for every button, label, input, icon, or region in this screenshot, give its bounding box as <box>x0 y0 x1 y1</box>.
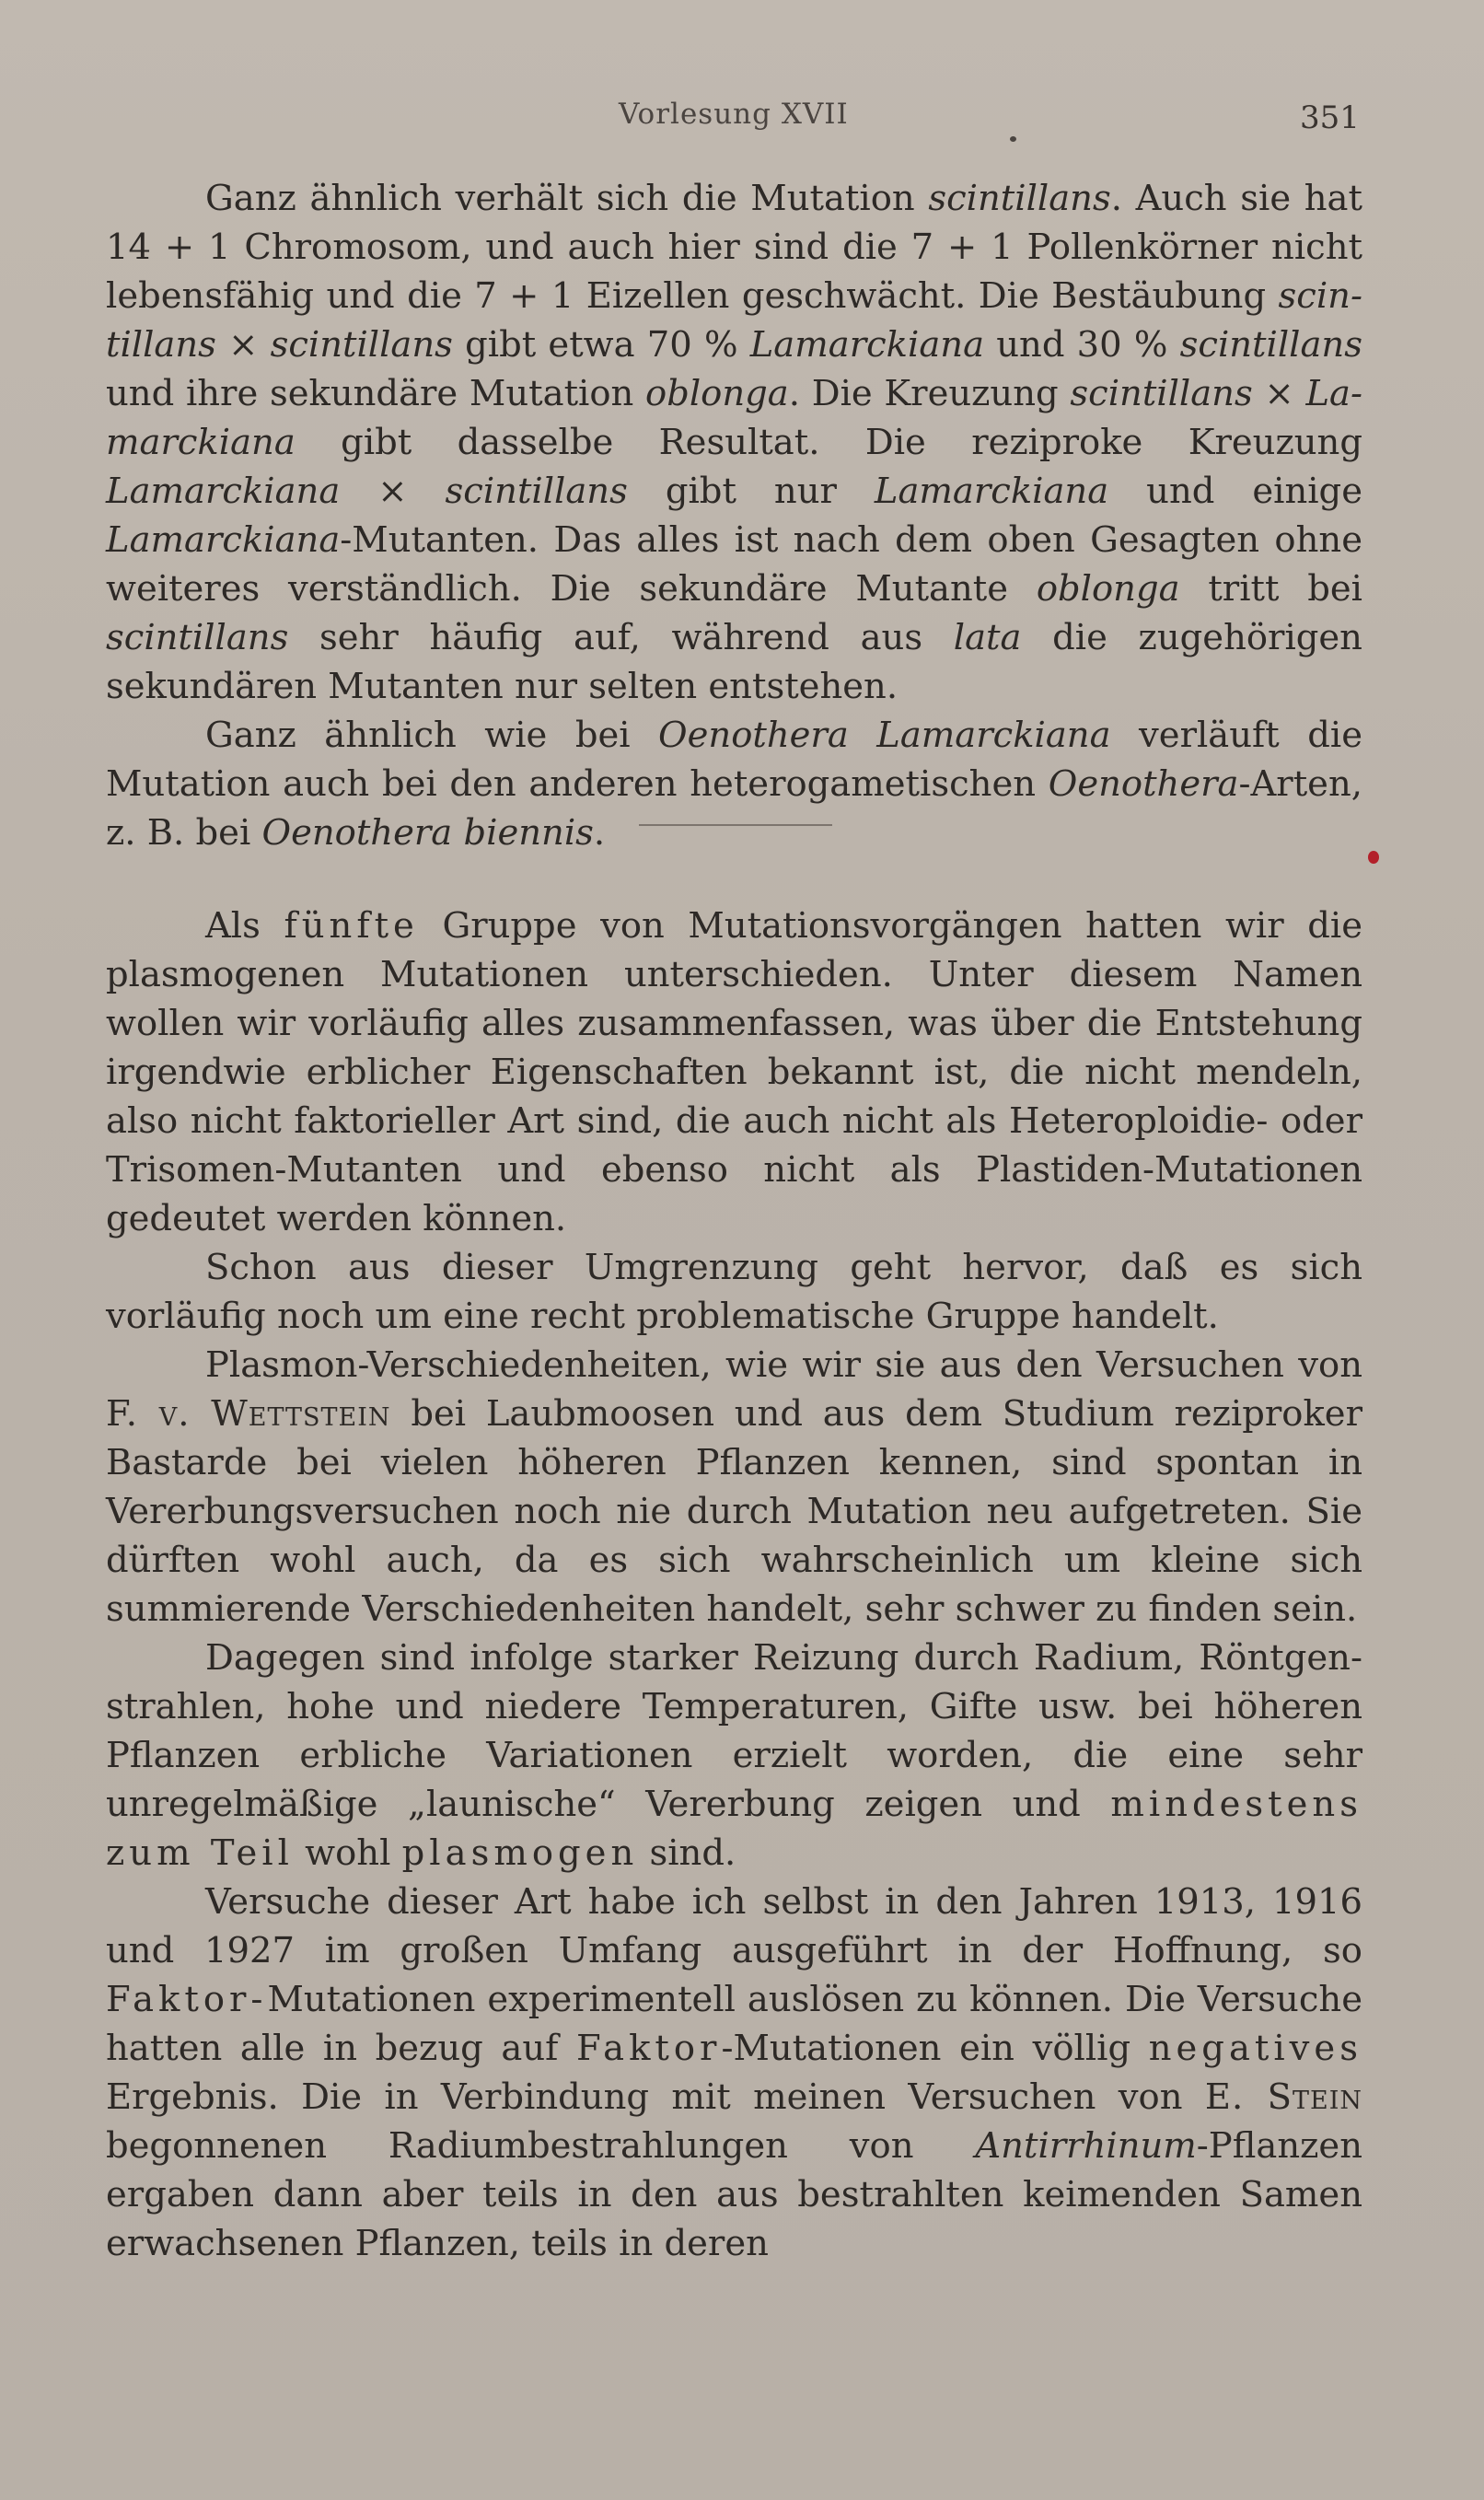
text-run: sehr häufig auf, während aus <box>288 617 954 658</box>
text-run: die zugehörigen sekundären Mutanten nur selten entstehen. <box>106 617 1362 707</box>
text-run: . <box>593 812 606 854</box>
text-run: gibt nur <box>627 471 875 512</box>
species-name: Oenothera <box>1048 763 1239 805</box>
text-run: verläuft die Mutation auch bei den anderen heterogametischen <box>106 715 1362 805</box>
ink-speck <box>1010 136 1016 142</box>
text-run: und einige <box>1108 471 1362 512</box>
text-run: -Mutationen ein völlig <box>721 2028 1149 2069</box>
page-number: 351 <box>1300 99 1360 136</box>
species-name: scintillans <box>270 324 453 366</box>
spaced-emphasis: Faktor- <box>106 1979 268 2020</box>
text-run: sind. <box>638 1832 736 1874</box>
paragraph: Schon aus dieser Umgrenzung geht hervor, daß es sich vorläufig noch um eine recht problematische Gruppe handelt. <box>106 1247 1362 1337</box>
paragraph <box>106 901 1362 1243</box>
text-run: . Auch sie hat 14 + 1 Chromosom, und auch hier sind die 7 + 1 Pollenkörner nicht lebensfähig und die 7 + 1 Eizellen geschwächt. Die Bestäubung <box>106 178 1362 317</box>
text-section-plasmogenic-mutations <box>106 901 1362 2268</box>
paragraph <box>106 711 1362 857</box>
text-run: gibt etwa 70 % <box>452 324 750 366</box>
text-run: Plasmon-Verschiedenheiten, wie wir sie aus den Versuchen von <box>205 1344 1362 1386</box>
section-divider <box>639 824 832 826</box>
species-name: scintillans <box>106 275 1362 366</box>
text-run: . Die Kreuzung <box>788 373 1071 414</box>
text-run: × <box>340 471 446 512</box>
species-name: Lamarckiana <box>106 519 341 561</box>
spaced-emphasis: Faktor <box>576 2028 722 2069</box>
species-name: Lamarckiana <box>749 324 985 366</box>
species-name: Lamarckiana <box>874 471 1109 512</box>
text-run: Mutationen experimentell auslösen zu können. Die Versuche hatten alle in bezug auf <box>106 1979 1362 2069</box>
page-header <box>0 92 1484 138</box>
spaced-emphasis: mindestens zum Teil <box>106 1784 1362 1874</box>
text-run: Ergebnis. Die in Verbindung mit meinen Versuchen von <box>106 2076 1205 2118</box>
species-name: scintillans <box>106 617 289 658</box>
text-run: Als <box>205 905 284 947</box>
spaced-emphasis: negatives <box>1148 2028 1362 2069</box>
text-run: Ganz ähnlich wie bei <box>205 715 659 756</box>
text-run: -Arten, z. B. bei <box>106 763 1362 854</box>
text-run: × <box>1252 373 1306 414</box>
species-name: Oenothera Lamarckiana <box>658 715 1111 756</box>
spaced-emphasis: plasmogen <box>401 1832 639 1874</box>
text-run: und 30 % <box>984 324 1180 366</box>
paragraph <box>106 1341 1362 1634</box>
text-run: begonnenen Radiumbestrahlungen von <box>106 2125 976 2167</box>
text-run: wohl <box>293 1832 402 1874</box>
running-head: Vorlesung XVII <box>619 98 849 131</box>
paragraph <box>106 1634 1362 1878</box>
species-name: Antirrhinum <box>975 2125 1197 2167</box>
species-name: scintillans <box>1179 324 1362 366</box>
text-run: -Pflanzen ergaben dann aber teils in den aus bestrahlten keimenden Samen erwachsenen Pflanzen, teils in deren <box>106 2125 1362 2264</box>
author-name: F. v. Wettstein <box>106 1393 391 1435</box>
text-run: und ihre sekundäre Mutation <box>106 373 646 414</box>
spaced-emphasis: fünfte <box>284 905 419 947</box>
red-ink-mark <box>1368 851 1379 864</box>
species-name: scintillans <box>445 471 628 512</box>
text-run: gibt dasselbe Resultat. Die reziproke Kreuzung <box>295 422 1362 463</box>
paragraph <box>106 1878 1362 2268</box>
text-run: Versuche dieser Art habe ich selbst in den Jahren 1913, 1916 und 1927 im großen Umfang ausgeführt in der Hoffnung, so <box>106 1881 1362 1971</box>
text-run: Ganz ähnlich verhält sich die Mutation <box>205 178 929 219</box>
species-name: scintillans <box>928 178 1111 219</box>
text-run: Dagegen sind infolge starker Reizung durch Radium, Röntgenstrahlen, hohe und niedere Temperaturen, Gifte usw. bei höheren Pflanzen erbliche Variationen erzielt worden, die eine sehr unregelmäßige „launische“ Vererbung zeigen und <box>106 1637 1362 1825</box>
species-name: lata <box>953 617 1022 658</box>
species-name: oblonga <box>645 373 789 414</box>
species-name: scintillans <box>1070 373 1253 414</box>
species-name: Lamarckiana <box>106 471 341 512</box>
species-name: oblonga <box>1036 568 1180 610</box>
text-section-mutation-scintillans <box>106 174 1362 857</box>
text-run: tritt bei <box>1179 568 1362 610</box>
text-run: bei Laubmoosen und aus dem Studium reziproker Bastarde bei vielen höheren Pflanzen kennen, sind spontan in Vererbungsversuchen noch nie durch Mutation neu aufgetreten. Sie dürften wohl auch, da es sich wahrscheinlich um kleine sich summierende Verschiedenheiten handelt, sehr schwer zu finden sein. <box>106 1393 1362 1630</box>
text-run: Gruppe von Mutationsvorgängen hatten wir die plasmogenen Mutationen unterschieden. Unter diesem Namen wollen wir vorläufig alles zusammenfassen, was über die Entstehung irgendwie erblicher Eigenschaften bekannt ist, die nicht mendeln, also nicht faktorieller Art sind, die auch nicht als Heteroploidie- oder Trisomen-Mutanten und ebenso nicht als Plastiden-Mutationen gedeutet werden können. <box>106 905 1362 1239</box>
paragraph <box>106 174 1362 711</box>
species-name: Oenothera biennis <box>261 812 594 854</box>
author-name: E. Stein <box>1204 2076 1362 2118</box>
text-run: -Mutanten. Das alles ist nach dem oben Gesagten ohne weiteres verständlich. Die sekundäre Mutante <box>106 519 1362 610</box>
species-name: Lamarckiana <box>106 373 1362 463</box>
text-run: × <box>215 324 271 366</box>
